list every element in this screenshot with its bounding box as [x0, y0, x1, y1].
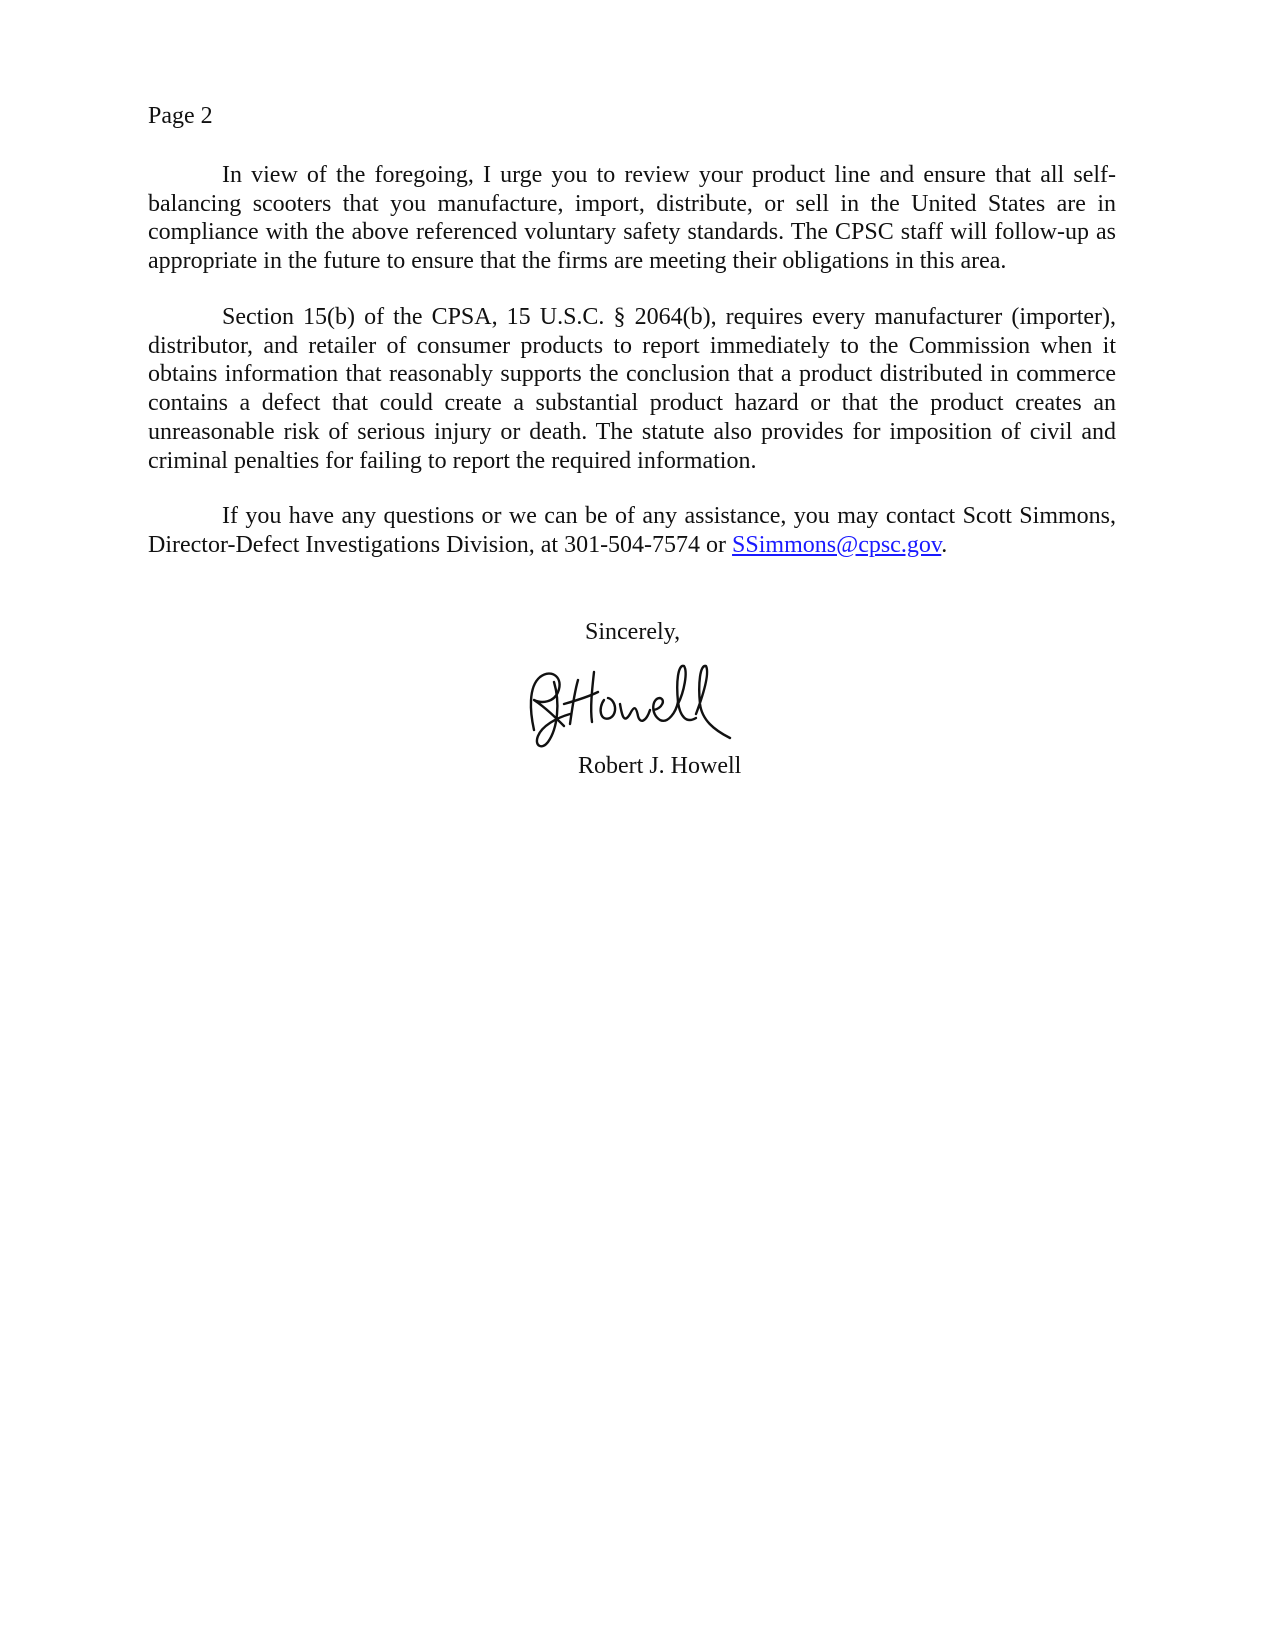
handwritten-signature — [520, 652, 750, 752]
email-link[interactable]: SSimmons@cpsc.gov — [732, 531, 942, 558]
closing-salutation: Sincerely, — [585, 619, 681, 645]
contact-text: If you have any questions or we can be of any assistance, you may contact Scott Simmons, Director-Defect Investigations Division, at 301-504-7574 or — [148, 503, 1116, 558]
paragraph-compliance-request: In view of the foregoing, I urge you to review your product line and ensure that all self-balancing scooters that you manufacture, import, distribute, or sell in the United States are in compliance with the above referenced voluntary safety standards. The CPSC staff will follow-up as appropriate in the future to ensure that the firms are meeting their obligations in this area. — [148, 162, 1116, 275]
contact-text-end: . — [941, 531, 948, 558]
paragraph-contact-info — [148, 502, 1116, 559]
signer-name: Robert J. Howell — [578, 753, 742, 779]
paragraph-section-15b: Section 15(b) of the CPSA, 15 U.S.C. § 2064(b), requires every manufacturer (importer), distributor, and retailer of consumer products to report immediately to the Commission when it obtains information that reasonably supports the conclusion that a product distributed in commerce contains a defect that could create a substantial product hazard or that the product creates an unreasonable risk of serious injury or death. The statute also provides for imposition of civil and criminal penalties for failing to report the required information. — [148, 304, 1116, 474]
page-number-label: Page 2 — [148, 103, 213, 129]
